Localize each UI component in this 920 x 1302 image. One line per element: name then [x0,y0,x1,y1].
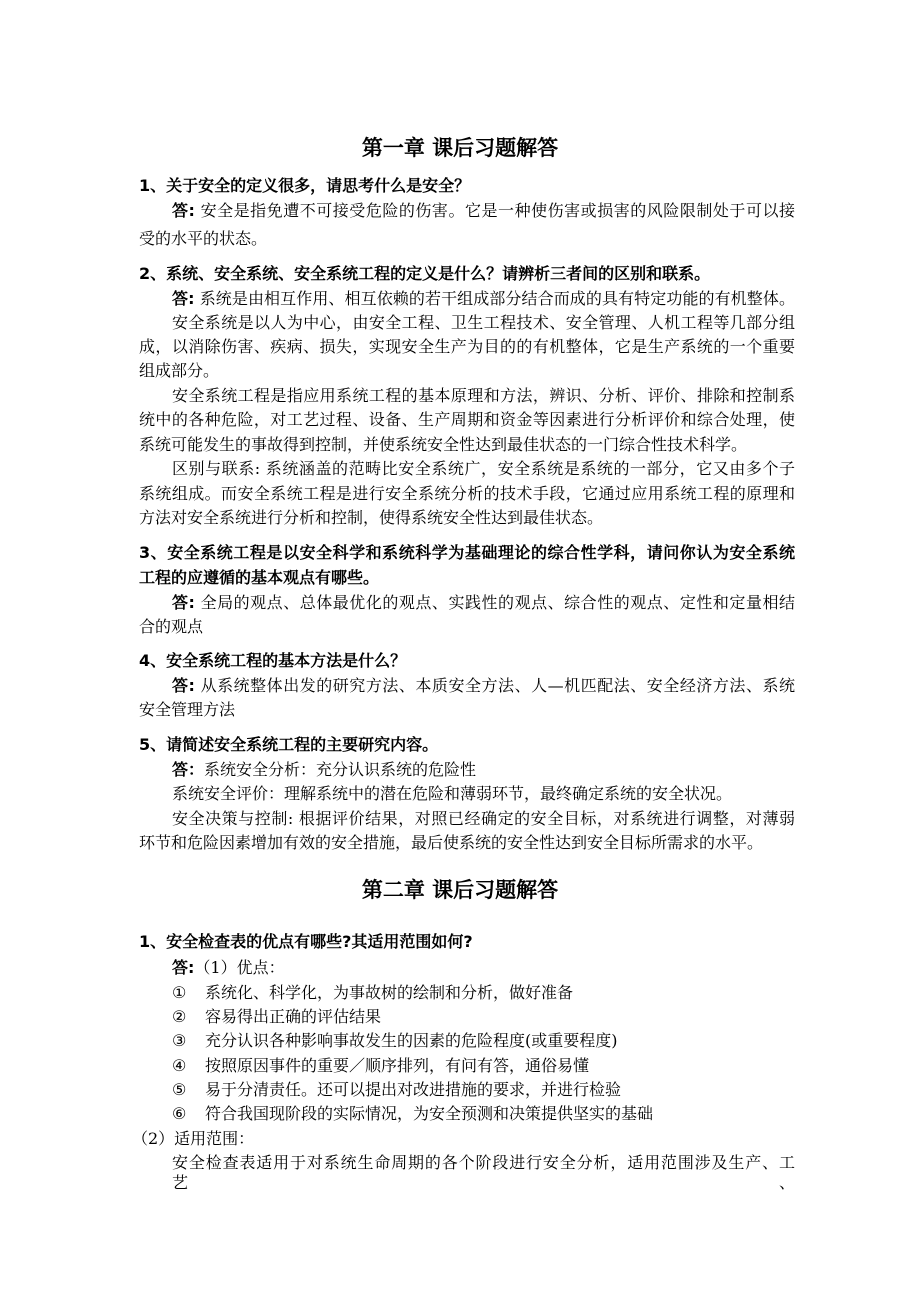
question-5: 5、请简述安全系统工程的主要研究内容。 [139,735,439,754]
chapter-1-title: 第一章 课后习题解答 [361,136,559,160]
question-3-cont: 工程的应遵循的基本观点有哪些。 [139,568,380,587]
scope-label: （2）适用范围： [132,1129,255,1148]
question-4: 4、安全系统工程的基本方法是什么？ [139,651,407,670]
answer-line [172,958,795,978]
item-text: 充分认识各种影响事故发生的因素的危险程度(或重要程度) [205,1031,618,1050]
item-text: 容易得出正确的评估结果 [205,1007,382,1026]
answer-line [172,289,795,309]
answer-line: 安全系统工程是指应用系统工程的基本原理和方法，辨识、分析、评价、排除和控制系 [172,386,795,405]
list-item [172,1056,795,1076]
answer-text: （1）优点： [194,958,285,977]
answer-text: 系统安全分析：充分认识系统的危险性 [204,760,477,779]
answer-line: 成，以消除伤害、疾病、损失，实现安全生产为目的的有机整体，它是生产系统的一个重要 [139,337,795,356]
answer-line: 区别与联系: 系统涵盖的范畴比安全系统广，安全系统是系统的一部分，它又由多个子 [172,459,795,478]
answer-line: 组成部分。 [139,361,220,380]
item-text: 易于分清责任。还可以提出对改进措施的要求，并进行检验 [205,1080,622,1099]
item-number: ① [172,983,187,1002]
list-item [172,1031,795,1051]
answer-prefix: 答: [172,676,195,695]
answer-text: 安全是指免遭不可接受危险的伤害。它是一种使伤害或损害的风险限制处于可以接 [200,201,795,220]
item-text: 系统化、科学化，为事故树的绘制和分析，做好准备 [205,983,574,1002]
answer-line: 系统可能发生的事故得到控制，并使系统安全性达到最佳状态的一门综合性技术科学。 [139,435,748,454]
item-text: 按照原因事件的重要／顺序排列，有问有答，通俗易懂 [205,1056,590,1075]
item-number: ⑤ [172,1080,187,1099]
answer-line [172,676,795,696]
answer-prefix: 答: [172,201,195,220]
answer-line: 方法对安全系统进行分析和控制，使得系统安全性达到最佳状态。 [139,508,604,527]
answer-prefix: 答: [172,958,195,977]
item-number: ④ [172,1056,187,1075]
item-text: 符合我国现阶段的实际情况，为安全预测和决策提供坚实的基础 [205,1104,654,1123]
answer-line: 环节和危险因素增加有效的安全措施，最后使系统的安全性达到安全目标所需求的水平。 [139,833,764,852]
answer-prefix: 答: [172,289,195,308]
item-number: ② [172,1007,187,1026]
answer-text: 系统是由相互作用、相互依赖的若干组成部分结合而成的具有特定功能的有机整体。 [199,289,795,308]
answer-line: 安全决策与控制: 根据评价结果，对照已经确定的安全目标，对系统进行调整，对薄弱 [172,809,795,828]
item-number: ③ [172,1031,187,1050]
item-number: ⑥ [172,1104,187,1123]
answer-text: 从系统整体出发的研究方法、本质安全方法、人—机匹配法、安全经济方法、系统 [200,676,795,695]
answer-line: 系统安全评价：理解系统中的潜在危险和薄弱环节，最终确定系统的安全状况。 [172,784,733,803]
question-3: 3、安全系统工程是以安全科学和系统科学为基础理论的综合性学科，请问你认为安全系统 [139,543,795,562]
answer-line: 受的水平的状态。 [139,229,268,248]
list-item [172,983,795,1003]
answer-prefix: 答： [172,760,205,779]
answer-prefix: 答: [172,593,195,612]
answer-line [172,201,795,221]
list-item [172,1104,795,1124]
answer-line: 系统组成。而安全系统工程是进行安全系统分析的技术手段，它通过应用系统工程的原理和 [139,484,795,503]
question-1: 1、关于安全的定义很多，请思考什么是安全？ [139,176,471,195]
answer-line: 安全系统是以人为中心，由安全工程、卫生工程技术、安全管理、人机工程等几部分组 [172,313,795,332]
question-2: 2、系统、安全系统、安全系统工程的定义是什么？请辨析三者间的区别和联系。 [139,264,711,283]
list-item [172,1007,795,1027]
list-item [172,1080,795,1100]
answer-line: 合的观点 [139,617,204,636]
answer-line: 安全管理方法 [139,700,236,719]
answer-line [172,760,795,780]
answer-line [172,593,795,613]
answer-text: 全局的观点、总体最优化的观点、实践性的观点、综合性的观点、定性和定量相结 [200,593,795,612]
scope-text: 安全检查表适用于对系统生命周期的各个阶段进行安全分析，适用范围涉及生产、工艺、 [172,1153,795,1192]
answer-line: 统中的各种危险，对工艺过程、设备、生产周期和资金等因素进行分析评价和综合处理，使 [139,410,795,429]
chapter-2-title: 第二章 课后习题解答 [361,878,559,902]
question-1: 1、安全检查表的优点有哪些?其适用范围如何? [139,932,473,951]
